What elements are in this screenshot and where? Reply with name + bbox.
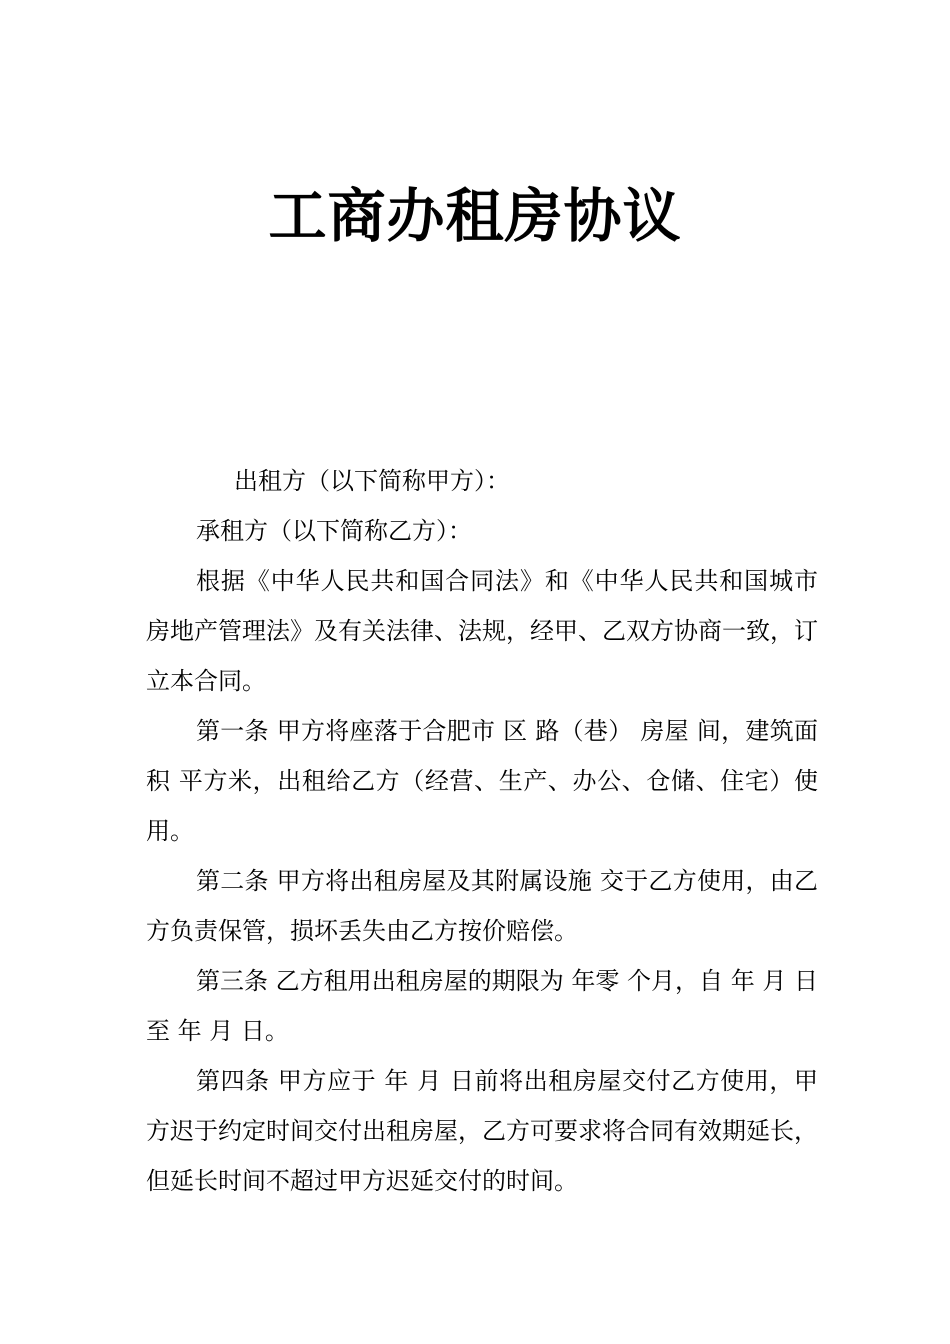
lessor-line: 出租方（以下简称甲方）： xyxy=(234,467,510,495)
document-title: 工商办租房协议 xyxy=(268,182,682,250)
article-4-paragraph: 第四条 甲方应于 年 月 日前将出租房屋交付乙方使用，甲方迟于约定时间交付出租房屋，乙方可要求将合同有效期延长，但延长时间不超过甲方迟延交付的时间。 xyxy=(146,1067,818,1195)
lessee-line: 承租方（以下简称乙方）： xyxy=(196,517,472,545)
article-2-paragraph: 第二条 甲方将出租房屋及其附属设施 交于乙方使用，由乙方负责保管，损坏丢失由乙方按价赔偿。 xyxy=(146,867,818,945)
article-3-paragraph: 第三条 乙方租用出租房屋的期限为 年零 个月，自 年 月 日至 年 月 日。 xyxy=(146,967,818,1045)
preamble-paragraph: 根据《中华人民共和国合同法》和《中华人民共和国城市房地产管理法》及有关法律、法规，经甲、乙双方协商一致，订立本合同。 xyxy=(146,567,818,695)
article-1-paragraph: 第一条 甲方将座落于合肥市 区 路（巷） 房屋 间，建筑面积 平方米，出租给乙方（经营、生产、办公、仓储、住宅）使用。 xyxy=(146,717,818,845)
document-body xyxy=(146,456,818,1206)
